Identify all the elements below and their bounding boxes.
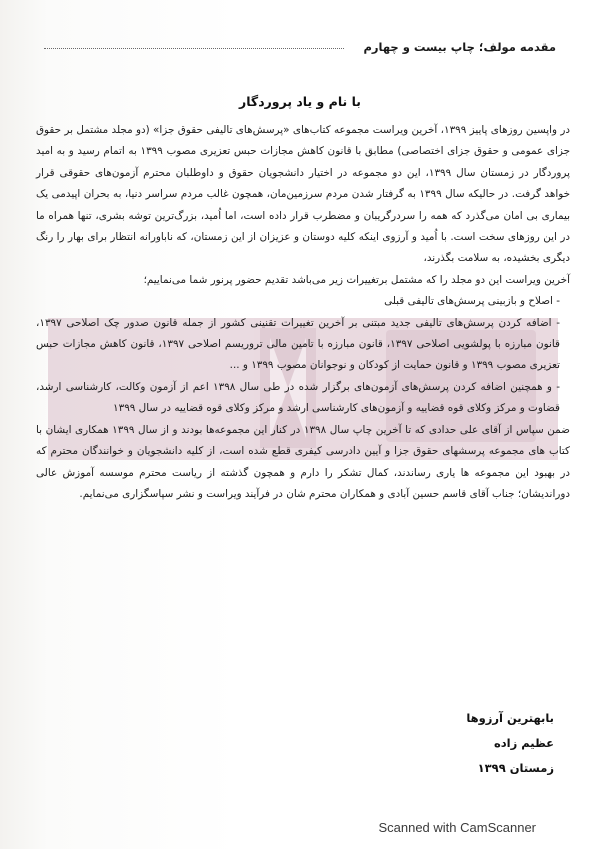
signature-wish: بابهترین آرزوها	[466, 711, 554, 725]
paragraph-changes-intro: آخرین ویراست این دو مجلد را که مشتمل برتغییرات زیر می‌باشد تقدیم حضور پرنور شما می‌نماییم؛	[143, 273, 570, 286]
body-text	[36, 120, 570, 505]
signature-author: عظیم زاده	[493, 736, 554, 750]
changes-list	[36, 291, 570, 419]
paragraph-intro: در واپسین روزهای پاییز ۱۳۹۹، آخرین ویراست مجموعه کتاب‌های «پرسش‌های تالیفی حقوق جزا» (دو مجلد مشتمل بر حقوق جزای عمومی و حقوق جزای اختصاصی) مطابق با قانون کاهش مجازات حبس تعزیری مصوب ۱۳۹۹ به اتمام رسید و به امید پروردگار در زمستان سال ۱۳۹۹، این دو مجموعه در اختیار دانشجویان حقوق و داوطلبان محترم آزمون‌های حقوقی قرار خواهد گرفت. در حالیکه سال ۱۳۹۹ به گرفتار شدن مردم سرزمین‌مان، همچون غالب مردم سراسر دنیا، به بحران اپیدمی یک بیماری بی امان می‌گذرد که همه را سردرگریبان و مضطرب قرار داده است، اما اُمید، بزرگ‌ترین توشه بشری، تنها همراه ما در این روزهای سخت است. با اُمید و آرزوی اینکه کلیه دوستان و عزیزان از این زمستان، که ناباورانه انتظار برای بهار را رنگ دیگری بخشیده، به سلامت بگذرند،	[36, 124, 570, 265]
scanner-watermark-label: Scanned with CamScanner	[378, 820, 536, 835]
list-item: - و همچنین اضافه کردن پرسش‌های آزمون‌های برگزار شده در طی سال ۱۳۹۸ اعم از آزمون وکالت، کارشناسی ارشد، قضاوت و مرکز وکلای قوه قضاییه و آزمون‌های کارشناسی ارشد و مرکز وکلای قوه قضاییه در سال ۱۳۹۹	[36, 380, 561, 415]
signature-date: زمستان ۱۳۹۹	[477, 761, 554, 775]
list-item: - اضافه کردن پرسش‌های تالیفی جدید مبتنی بر آخرین تغییرات تقنینی کشور از جمله قانون صدور چک اصلاحی ۱۳۹۷، قانون مبارزه با پولشویی اصلاحی ۱۳۹۷، قانون مبارزه با تامین مالی تروریسم اصلاحی ۱۳۹۷، قانون کاهش مجازات حبس تعزیری مصوب ۱۳۹۹ و قانون حمایت از کودکان و نوجوانان مصوب ۱۳۹۹ و ...	[36, 316, 561, 372]
signature-block	[466, 706, 554, 781]
page-header: مقدمه مولف؛ چاپ بیست و چهارم	[363, 40, 556, 54]
page-title: با نام و یاد پروردگار	[239, 94, 361, 109]
paragraph-acknowledgement: ضمن سپاس از آقای علی حدادی که تا آخرین چاپ سال ۱۳۹۸ در کنار این مجموعه‌ها بودند و از سال ۱۳۹۹ همکاری ایشان با کتاب های مجموعه پرسشهای حقوق جزا و آیین دادرسی کیفری قطع شده است، از کلیه دانشجویان و خوانندگان محترم که در بهبود این مجموعه ها یاری رساندند، کمال تشکر را دارم و همچون گذشته از ریاست محترم موسسه آموزش عالی دوراندیشان؛ جناب آقای قاسم حسین آبادی و همکاران محترم شان در فرآیند ویراست و نشر سپاسگزاری می‌نمایم.	[36, 423, 570, 500]
list-item: - اصلاح و بازبینی پرسش‌های تالیفی قبلی	[384, 295, 560, 308]
header-dotted-rule	[44, 48, 344, 49]
